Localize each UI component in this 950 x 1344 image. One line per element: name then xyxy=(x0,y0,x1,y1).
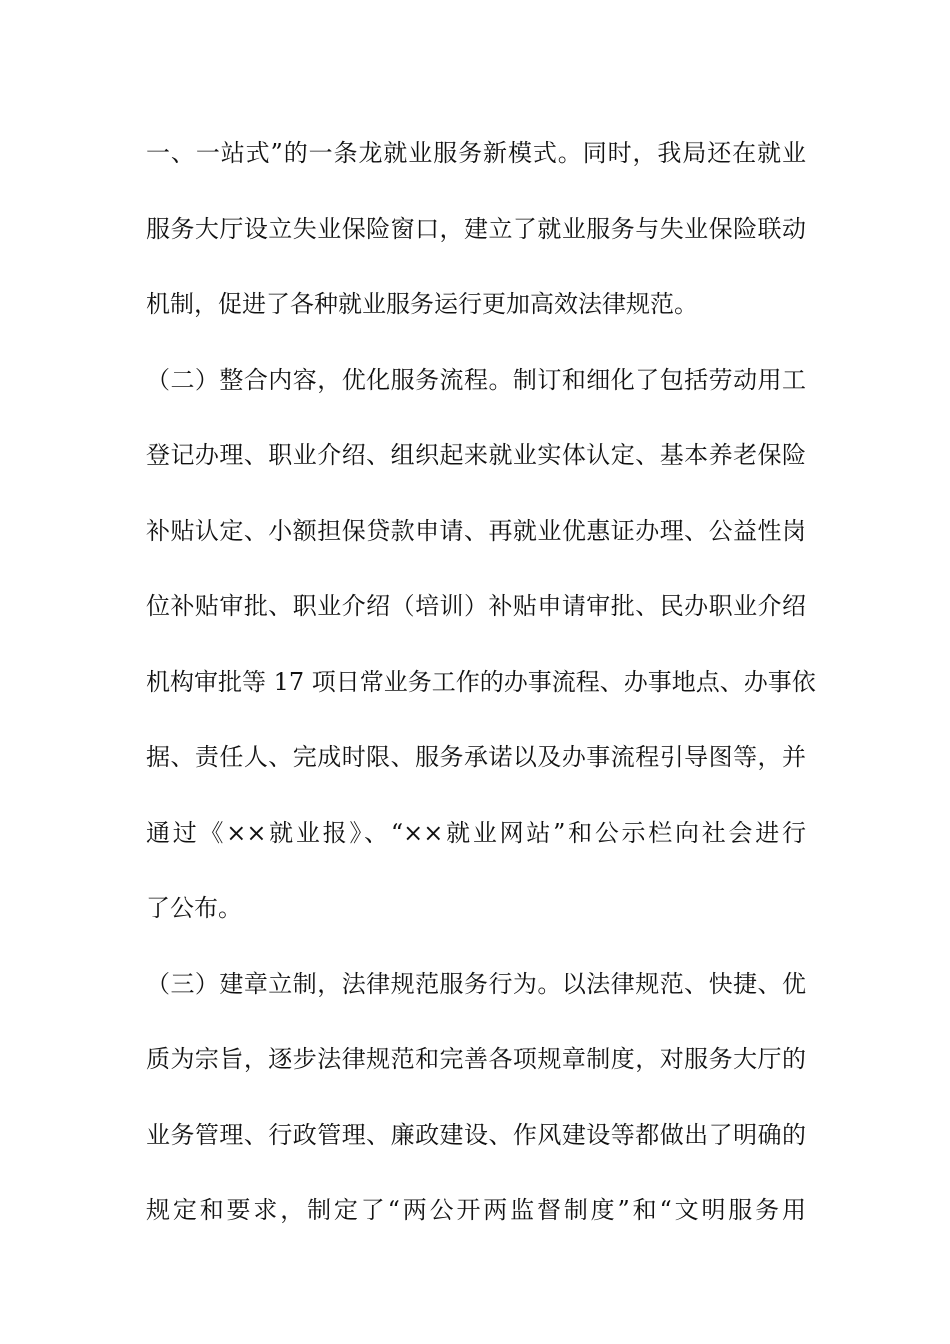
text-line: 机构审批等 17 项日常业务工作的办事流程、办事地点、办事依 xyxy=(146,667,816,696)
text-line: 一、一站式”的一条龙就业服务新模式。同时，我局还在就业 xyxy=(146,139,806,167)
text-line: 通过《××就业报》、“××就业网站”和公示栏向社会进行 xyxy=(146,818,806,847)
text-line: 机制，促进了各种就业服务运行更加高效法律规范。 xyxy=(146,290,698,318)
body-text xyxy=(146,128,816,1261)
text-line: 规定和要求，制定了“两公开两监督制度”和“文明服务用 xyxy=(146,1196,806,1224)
text-line: 了公布。 xyxy=(146,894,242,922)
text-line: 位补贴审批、职业介绍（培训）补贴申请审批、民办职业介绍 xyxy=(146,592,806,620)
text-line: （三）建章立制，法律规范服务行为。以法律规范、快捷、优 xyxy=(146,969,806,998)
text-line: 登记办理、职业介绍、组织起来就业实体认定、基本养老保险 xyxy=(146,441,806,469)
text-line: 业务管理、行政管理、廉政建设、作风建设等都做出了明确的 xyxy=(146,1120,806,1149)
text-line: 质为宗旨，逐步法律规范和完善各项规章制度，对服务大厅的 xyxy=(146,1045,806,1073)
text-line: （二）整合内容，优化服务流程。制订和细化了包括劳动用工 xyxy=(146,365,806,394)
text-line: 补贴认定、小额担保贷款申请、再就业优惠证办理、公益性岗 xyxy=(146,516,806,545)
text-line: 服务大厅设立失业保险窗口，建立了就业服务与失业保险联动 xyxy=(146,214,806,243)
text-line: 据、责任人、完成时限、服务承诺以及办事流程引导图等，并 xyxy=(146,743,806,771)
